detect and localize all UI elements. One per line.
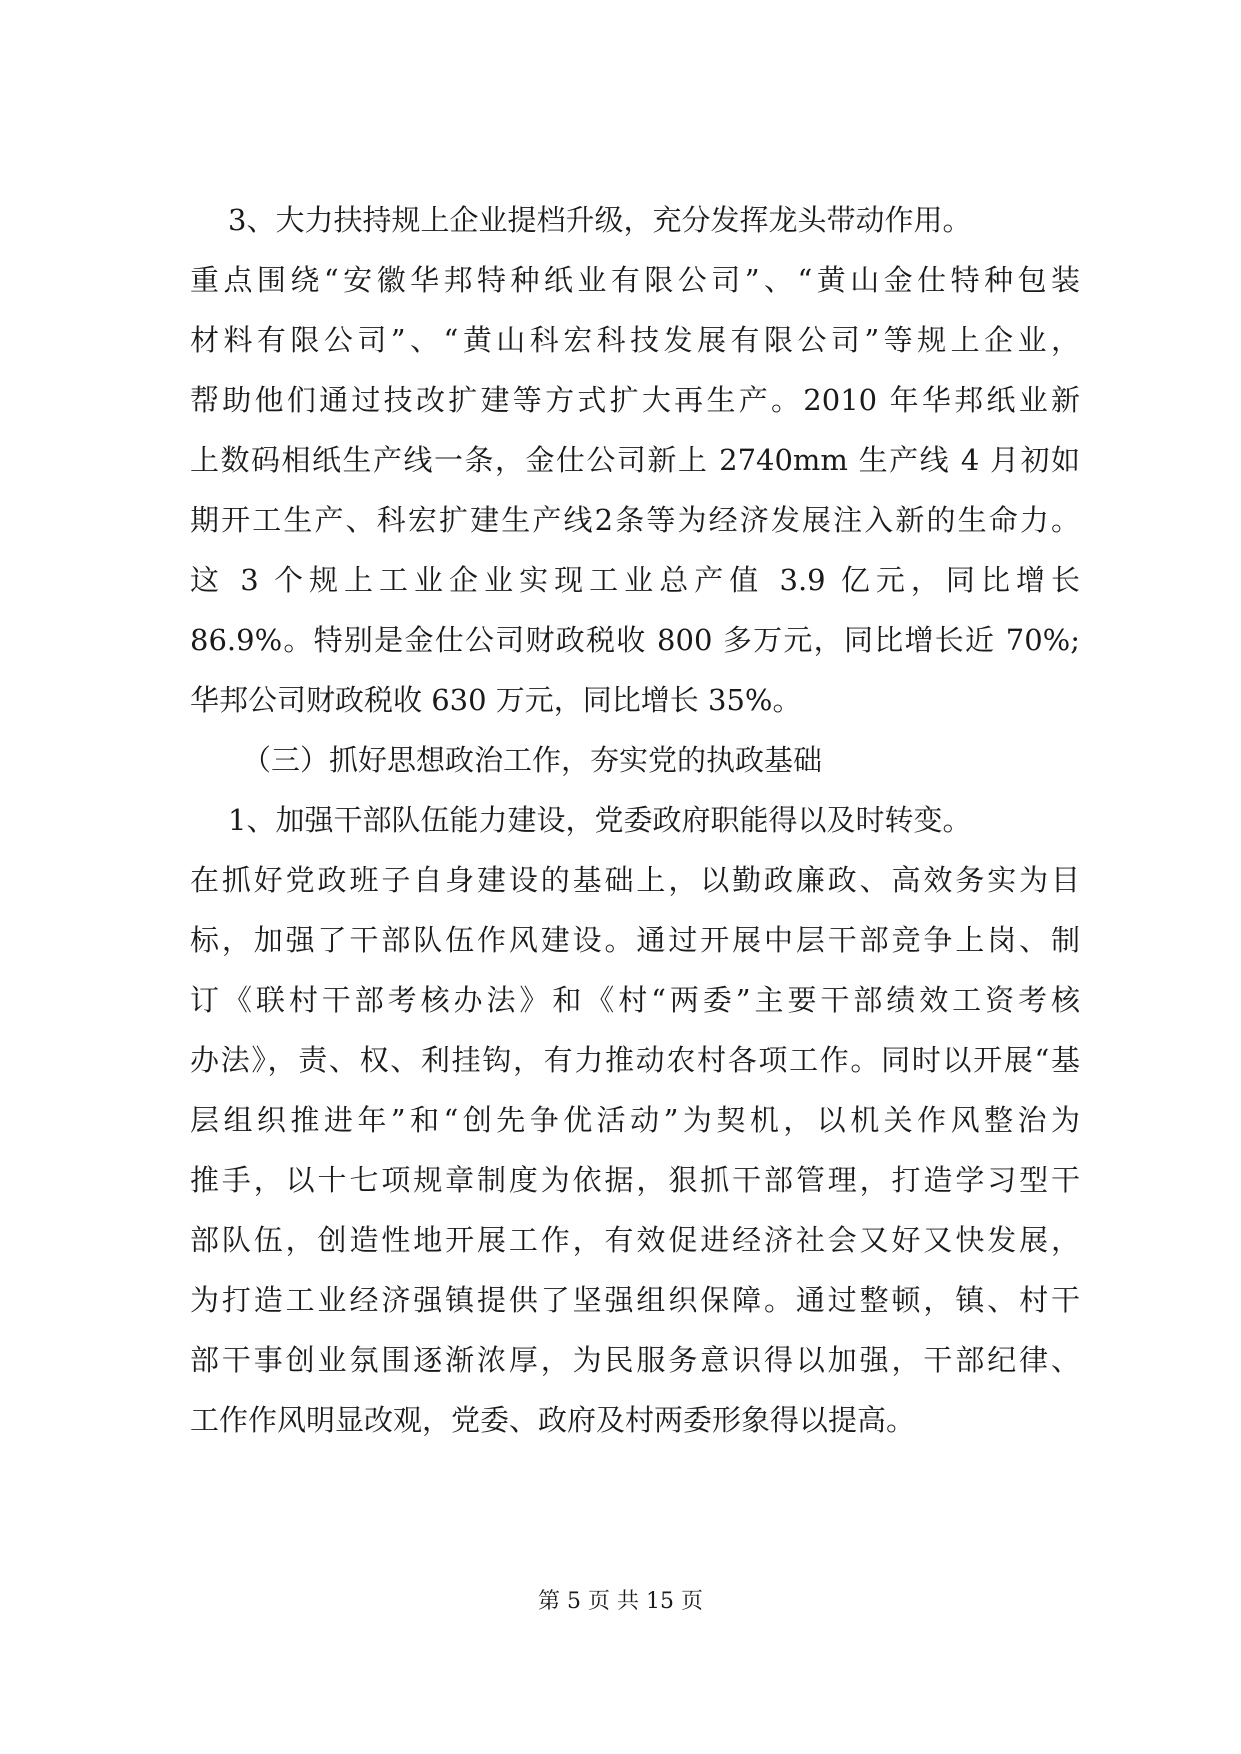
paragraph-line: 部队伍，创造性地开展工作，有效促进经济社会又好又快发展， <box>190 1223 1080 1257</box>
paragraph-line: 这 3 个规上工业企业实现工业总产值 3.9 亿元，同比增长 <box>190 563 1080 597</box>
page-number-footer: 第 5 页 共 15 页 <box>538 1589 703 1614</box>
paragraph-line: 部干事创业氛围逐渐浓厚，为民服务意识得以加强，干部纪律、 <box>190 1343 1080 1377</box>
paragraph-line: 上数码相纸生产线一条，金仕公司新上 2740mm 生产线 4 月初如 <box>190 443 1080 477</box>
paragraph-line: 期开工生产、科宏扩建生产线2条等为经济发展注入新的生命力。 <box>190 503 1080 537</box>
paragraph-line: 帮助他们通过技改扩建等方式扩大再生产。2010 年华邦纸业新 <box>190 383 1080 417</box>
paragraph-line: 推手，以十七项规章制度为依据，狠抓干部管理，打造学习型干 <box>190 1163 1080 1197</box>
paragraph-line: 3、大力扶持规上企业提档升级，充分发挥龙头带动作用。 <box>228 203 972 237</box>
paragraph-line: 层组织推进年”和“创先争优活动”为契机，以机关作风整治为 <box>190 1103 1080 1137</box>
paragraph-line: 订《联村干部考核办法》和《村“两委”主要干部绩效工资考核 <box>190 983 1080 1017</box>
paragraph-line: 标，加强了干部队伍作风建设。通过开展中层干部竞争上岗、制 <box>190 923 1080 957</box>
paragraph-line: 1、加强干部队伍能力建设，党委政府职能得以及时转变。 <box>228 803 972 837</box>
paragraph-line: 工作作风明显改观，党委、政府及村两委形象得以提高。 <box>190 1403 916 1437</box>
document-body <box>190 190 1080 1450</box>
paragraph-line: 86.9%。特别是金仕公司财政税收 800 多万元，同比增长近 70%; <box>190 623 1080 657</box>
paragraph-line: 办法》，责、权、利挂钩，有力推动农村各项工作。同时以开展“基 <box>190 1043 1080 1077</box>
paragraph-line: 为打造工业经济强镇提供了坚强组织保障。通过整顿，镇、村干 <box>190 1283 1080 1317</box>
paragraph-line: 重点围绕“安徽华邦特种纸业有限公司”、“黄山金仕特种包装 <box>190 263 1080 297</box>
section-heading: （三）抓好思想政治工作，夯实党的执政基础 <box>242 743 823 777</box>
paragraph-line: 在抓好党政班子自身建设的基础上，以勤政廉政、高效务实为目 <box>190 863 1080 897</box>
paragraph-line: 华邦公司财政税收 630 万元，同比增长 35%。 <box>190 683 802 717</box>
paragraph-line: 材料有限公司”、“黄山科宏科技发展有限公司”等规上企业， <box>190 323 1080 357</box>
